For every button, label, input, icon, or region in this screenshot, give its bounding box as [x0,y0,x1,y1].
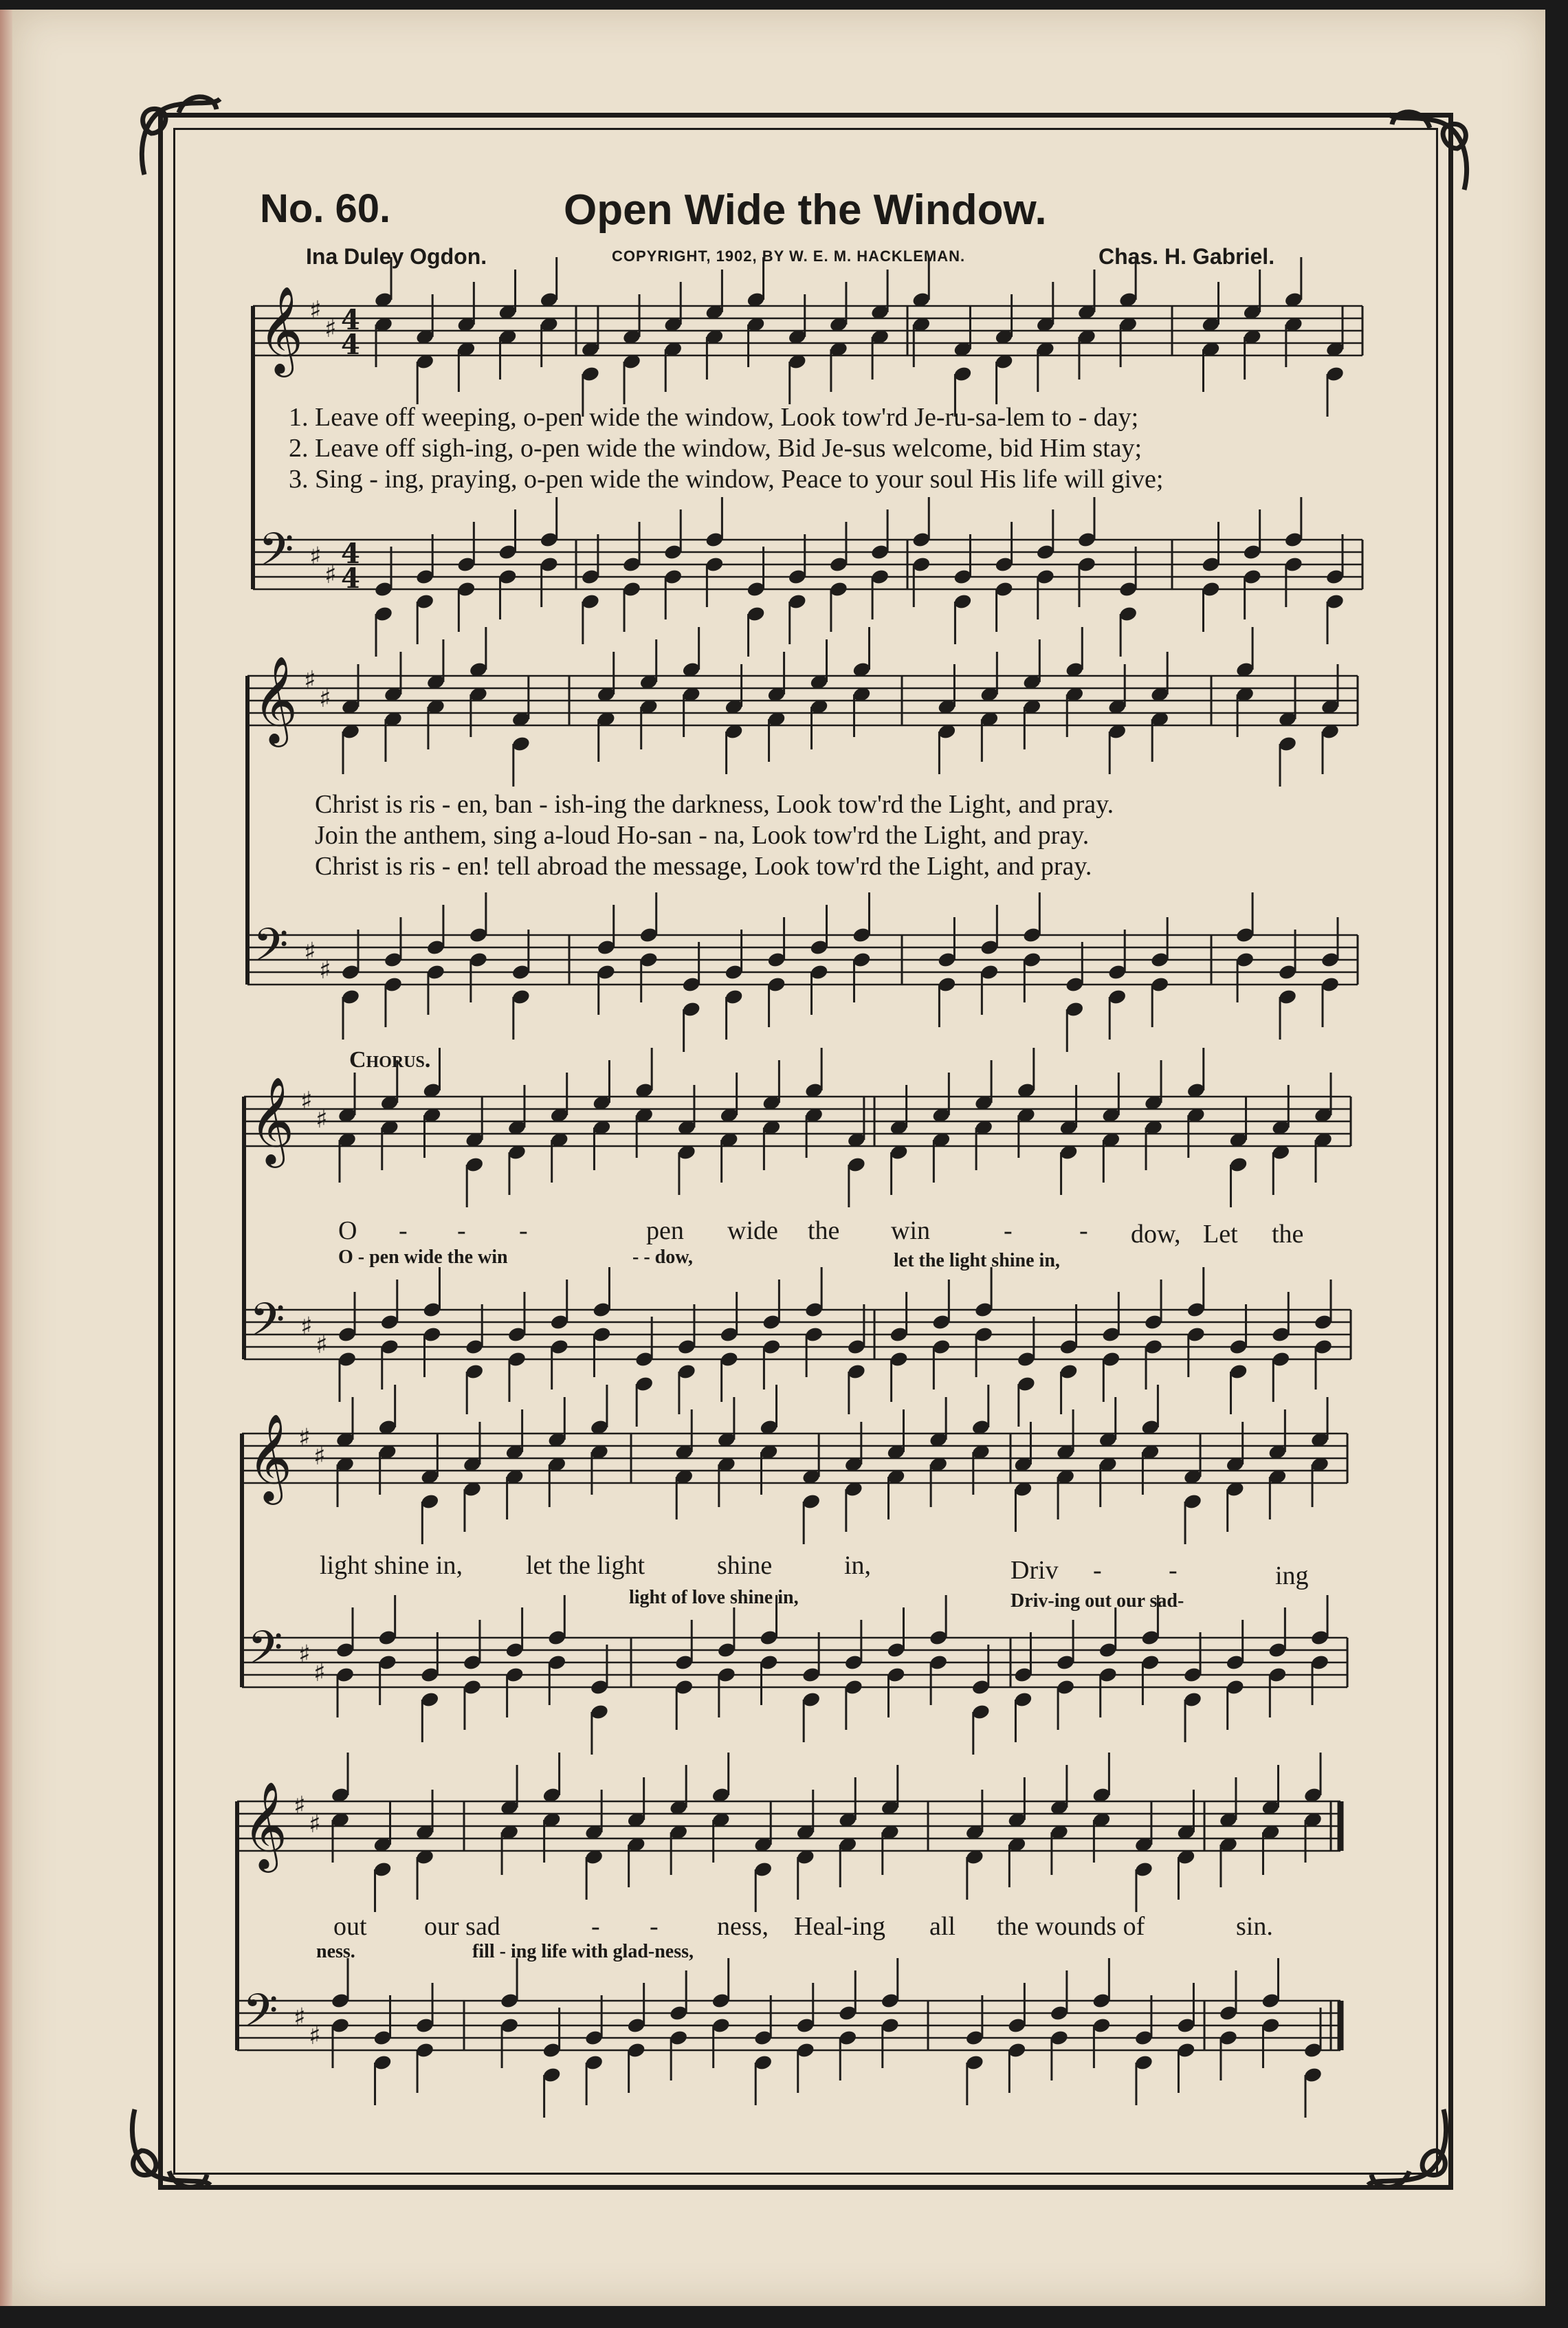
bass-clef-icon: 𝄢 [243,1984,278,2048]
treble-clef-icon: 𝄞 [258,285,304,373]
chorus-1-word: the [1272,1220,1304,1249]
sharp-icon: ♯ [294,2003,306,2032]
chorus-1-word: - [1079,1216,1088,1245]
sharp-icon: ♯ [324,561,337,589]
chorus-3-lower: ness. [316,1941,355,1962]
time-signature: 4 [341,538,360,570]
verse-2-line-1: 2. Leave off sigh-ing, o-pen wide the window, Bid Je-sus welcome, bid Him stay; [289,434,1142,463]
chorus-3-word: out [333,1912,367,1941]
bass-clef-icon: 𝄢 [258,523,294,587]
sharp-icon: ♯ [309,1810,321,1838]
treble-clef-icon: 𝄞 [250,1076,295,1164]
sharp-icon: ♯ [304,938,316,966]
chorus-3-word: sin. [1236,1912,1273,1941]
sharp-icon: ♯ [319,685,331,713]
chorus-3-word: all [929,1912,956,1941]
chorus-3-word: our sad [424,1912,500,1941]
chorus-2-lower: light of love shine in, [629,1587,799,1608]
sharp-icon: ♯ [294,1792,306,1820]
time-signature: 4 [341,329,360,361]
treble-clef-icon: 𝄞 [247,1413,293,1501]
lyricist-credit: Ina Duley Ogdon. [306,244,487,269]
verse-1-line-1: 1. Leave off weeping, o-pen wide the window, Look tow'rd Je-ru-sa-lem to - day; [289,403,1139,432]
chorus-3-word: - [650,1912,659,1941]
chorus-1-word: O [338,1216,357,1245]
chorus-1-word: pen [646,1216,684,1245]
chorus-1-lower: let the light shine in, [894,1250,1060,1271]
bass-clef-icon: 𝄢 [247,1621,283,1685]
chorus-label: Chorus. [349,1047,431,1073]
chorus-3-word: the wounds of [997,1912,1145,1941]
bass-clef-icon: 𝄢 [253,919,289,982]
chorus-1-word: - [399,1216,408,1245]
copyright-notice: COPYRIGHT, 1902, BY W. E. M. HACKLEMAN. [612,248,966,265]
time-signature: 4 [341,304,360,336]
chorus-1-word: - [1004,1216,1013,1245]
chorus-3-lower: fill - ing life with glad-ness, [472,1941,694,1962]
chorus-2-word: light shine in, [320,1551,463,1580]
sharp-icon: ♯ [309,2022,321,2050]
composer-credit: Chas. H. Gabriel. [1098,244,1275,269]
sharp-icon: ♯ [313,1659,326,1687]
sharp-icon: ♯ [316,1331,328,1359]
sharp-icon: ♯ [309,296,322,325]
chorus-2-word: Driv [1011,1556,1059,1585]
chorus-2-word: in, [844,1551,872,1580]
sharp-icon: ♯ [319,956,331,985]
chorus-1-word: the [808,1216,840,1245]
chorus-1-word: Let [1203,1220,1238,1249]
chorus-1-lower: - - dow, [632,1247,693,1268]
chorus-2-word: ing [1275,1561,1309,1590]
sharp-icon: ♯ [298,1640,311,1669]
sharp-icon: ♯ [309,542,322,571]
chorus-2-word: shine [717,1551,773,1580]
chorus-3-word: ness, [717,1912,769,1941]
chorus-2-word: - [1169,1556,1178,1585]
sharp-icon: ♯ [298,1424,311,1452]
bass-clef-icon: 𝄢 [250,1293,285,1357]
sharp-icon: ♯ [313,1442,326,1471]
hymn-number: No. 60. [260,186,391,231]
verse-3-line-1: 3. Sing - ing, praying, o-pen wide the window, Peace to your soul His life will give; [289,465,1164,494]
treble-clef-icon: 𝄞 [243,1781,288,1869]
chorus-3-word: Heal-ing [794,1912,885,1941]
chorus-2-lower: Driv-ing out our sad- [1011,1590,1184,1612]
verse-2-line-2: Join the anthem, sing a-loud Ho-san - na, Look tow'rd the Light, and pray. [315,821,1090,850]
chorus-1-word: win [891,1216,930,1245]
verse-1-line-2: Christ is ris - en, ban - ish-ing the darkness, Look tow'rd the Light, and pray. [315,790,1114,819]
verse-3-line-2: Christ is ris - en! tell abroad the message, Look tow'rd the Light, and pray. [315,852,1092,881]
time-signature: 4 [341,562,360,595]
sharp-icon: ♯ [300,1313,313,1341]
sharp-icon: ♯ [300,1087,313,1115]
chorus-2-word: - [1093,1556,1102,1585]
sharp-icon: ♯ [304,666,316,694]
chorus-1-word: - [457,1216,466,1245]
chorus-1-word: - [519,1216,528,1245]
chorus-1-word: dow, [1131,1220,1181,1249]
chorus-3-word: - [591,1912,600,1941]
hymn-title: Open Wide the Window. [564,186,1047,234]
chorus-1-lower: O - pen wide the win [338,1247,508,1268]
treble-clef-icon: 𝄞 [253,655,298,743]
chorus-1-word: wide [727,1216,778,1245]
sharp-icon: ♯ [324,315,337,343]
sharp-icon: ♯ [316,1106,328,1134]
chorus-2-word: let the light [526,1551,645,1580]
